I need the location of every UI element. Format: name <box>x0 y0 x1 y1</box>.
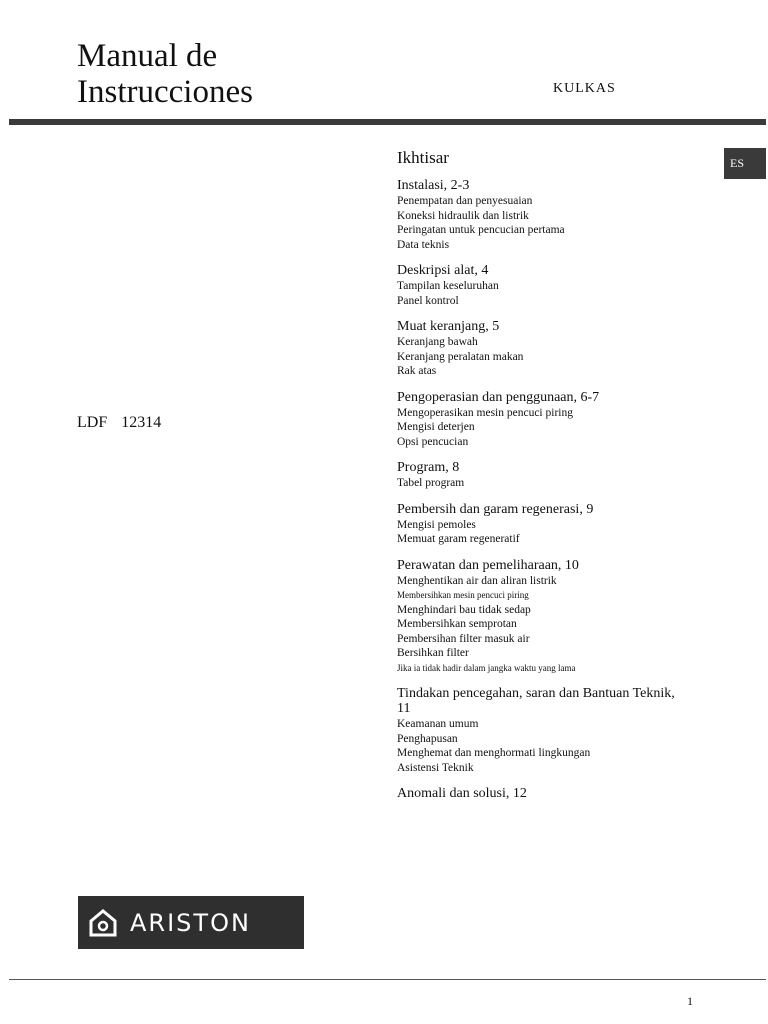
toc-item: Keamanan umum <box>397 718 479 730</box>
toc-item: Asistensi Teknik <box>397 761 474 774</box>
toc-item: Pembersihan filter masuk air <box>397 632 530 645</box>
toc-item: Rak atas <box>397 365 437 377</box>
toc-item: Mengoperasikan mesin pencuci piring <box>397 406 573 419</box>
toc-item: Penempatan dan penyesuaian <box>397 195 533 207</box>
toc-section-title: Tindakan pencegahan, saran dan Bantuan Teknik, 11 <box>397 686 675 716</box>
toc-section <box>397 786 677 802</box>
page-number: 1 <box>687 994 693 1008</box>
toc-section <box>397 390 677 450</box>
toc-item: Memuat garam regeneratif <box>397 533 520 545</box>
toc-section <box>397 460 677 491</box>
toc-item: Mengisi pemoles <box>397 518 476 531</box>
manual-title-line1: Manual de <box>77 38 218 74</box>
toc-section-title: Deskripsi alat, 4 <box>397 263 489 278</box>
toc-section-title: Pembersih dan garam regenerasi, 9 <box>397 501 594 517</box>
toc-item: Menghemat dan menghormati lingkungan <box>397 747 591 759</box>
toc-item: Data teknis <box>397 238 450 251</box>
toc-section-title: Program, 8 <box>397 460 460 475</box>
toc-item: Tabel program <box>397 477 465 489</box>
toc-item: Membersihkan semprotan <box>397 618 517 630</box>
toc-section-title: Pengoperasian dan penggunaan, 6-7 <box>397 389 600 405</box>
toc-item: Mengisi deterjen <box>397 421 475 433</box>
product-category: KULKAS <box>553 81 616 96</box>
toc-item: Tampilan keseluruhan <box>397 280 499 292</box>
ariston-logo <box>78 896 304 949</box>
toc-section <box>397 178 677 252</box>
toc-section <box>397 502 677 547</box>
model-prefix: LDF <box>77 414 108 431</box>
manual-title <box>77 38 253 110</box>
model-number: 12314 <box>121 414 162 431</box>
language-tab: ES <box>724 148 766 179</box>
toc-section <box>397 263 677 308</box>
model-label <box>77 414 161 432</box>
toc-item: Opsi pencucian <box>397 435 469 448</box>
manual-title-line2: Instrucciones <box>77 74 253 110</box>
toc-item: Bersihkan filter <box>397 647 469 659</box>
toc-item: Penghapusan <box>397 732 458 745</box>
toc-item: Koneksi hidraulik dan listrik <box>397 209 529 222</box>
toc-item: Menghindari bau tidak sedap <box>397 603 531 616</box>
toc-section-title: Instalasi, 2-3 <box>397 178 470 193</box>
toc-item: Keranjang bawah <box>397 336 478 348</box>
toc-section-title: Perawatan dan pemeliharaan, 10 <box>397 557 579 573</box>
brand-name: ARISTON <box>130 908 251 937</box>
toc-item: Panel kontrol <box>397 294 459 307</box>
toc-heading: Ikhtisar <box>397 148 449 167</box>
toc-item: Keranjang peralatan makan <box>397 350 524 363</box>
footer-rule <box>9 979 766 980</box>
toc-section-title: Muat keranjang, 5 <box>397 319 500 334</box>
header-rule <box>9 119 766 125</box>
toc-item: Peringatan untuk pencucian pertama <box>397 224 565 236</box>
house-icon <box>88 908 118 938</box>
toc-item: Membersihkan mesin pencuci piring <box>397 590 529 600</box>
toc-section <box>397 319 677 379</box>
toc-section-title: Anomali dan solusi, 12 <box>397 786 527 801</box>
toc-section <box>397 686 677 775</box>
toc-item: Menghentikan air dan aliran listrik <box>397 574 557 587</box>
toc-item: Jika ia tidak hadir dalam jangka waktu yang lama <box>397 662 576 673</box>
table-of-contents <box>397 147 677 813</box>
toc-section <box>397 558 677 676</box>
